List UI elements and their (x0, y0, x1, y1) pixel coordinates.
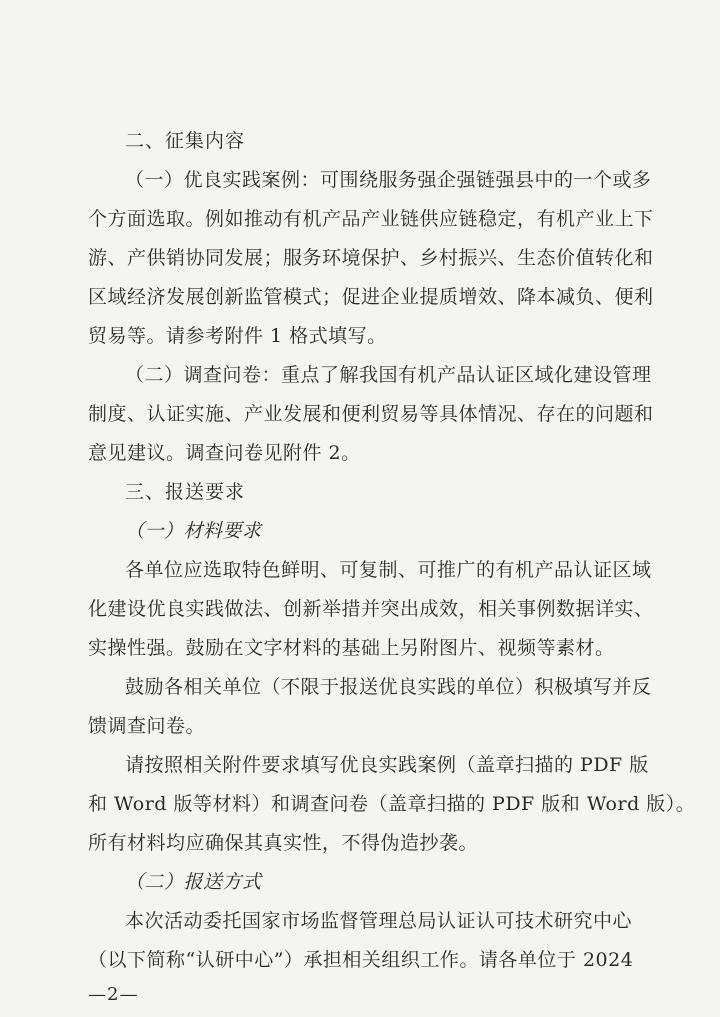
subsection-heading: （二）报送方式 (125, 871, 262, 893)
paragraph-line: 所有材料均应确保其真实性，不得伪造抄袭。 (88, 832, 479, 854)
paragraph-line: 实操性强。鼓励在文字材料的基础上另附图片、视频等素材。 (88, 637, 615, 659)
paragraph-line: 各单位应选取特色鲜明、可复制、可推广的有机产品认证区域 (125, 559, 652, 581)
paragraph-line: 意见建议。调查问卷见附件 2。 (88, 442, 361, 464)
paragraph-line: 制度、认证实施、产业发展和便利贸易等具体情况、存在的问题和 (88, 403, 654, 425)
paragraph-line: 化建设优良实践做法、创新举措并突出成效，相关事例数据详实、 (88, 598, 654, 620)
paragraph-line: 馈调查问卷。 (88, 715, 206, 737)
paragraph-line: （二）调查问卷：重点了解我国有机产品认证区域化建设管理 (125, 364, 652, 386)
paragraph-line: 贸易等。请参考附件 1 格式填写。 (88, 325, 387, 347)
paragraph-line: 个方面选取。例如推动有机产品产业链供应链稳定，有机产业上下 (88, 208, 654, 230)
section-heading-2: 二、征集内容 (125, 130, 246, 152)
subsection-heading: （一）材料要求 (125, 520, 262, 542)
paragraph-line: （一）优良实践案例：可围绕服务强企强链强县中的一个或多 (125, 169, 652, 191)
page-number: —2— (88, 984, 139, 1005)
paragraph-line: 鼓励各相关单位（不限于报送优良实践的单位）积极填写并反 (125, 676, 652, 698)
paragraph-line: 游、产供销协同发展；服务环境保护、乡村振兴、生态价值转化和 (88, 247, 654, 269)
section-heading-3: 三、报送要求 (125, 481, 246, 503)
paragraph-line: 和 Word 版等材料）和调查问卷（盖章扫描的 PDF 版和 Word 版）。 (88, 793, 696, 815)
paragraph-line: 请按照相关附件要求填写优良实践案例（盖章扫描的 PDF 版 (125, 754, 649, 776)
paragraph-line: 本次活动委托国家市场监督管理总局认证认可技术研究中心 (125, 910, 633, 932)
paragraph-line: （以下简称“认研中心”）承担相关组织工作。请各单位于 2024 (88, 949, 634, 971)
paragraph-line: 区域经济发展创新监管模式；促进企业提质增效、降本减负、便利 (88, 286, 654, 308)
